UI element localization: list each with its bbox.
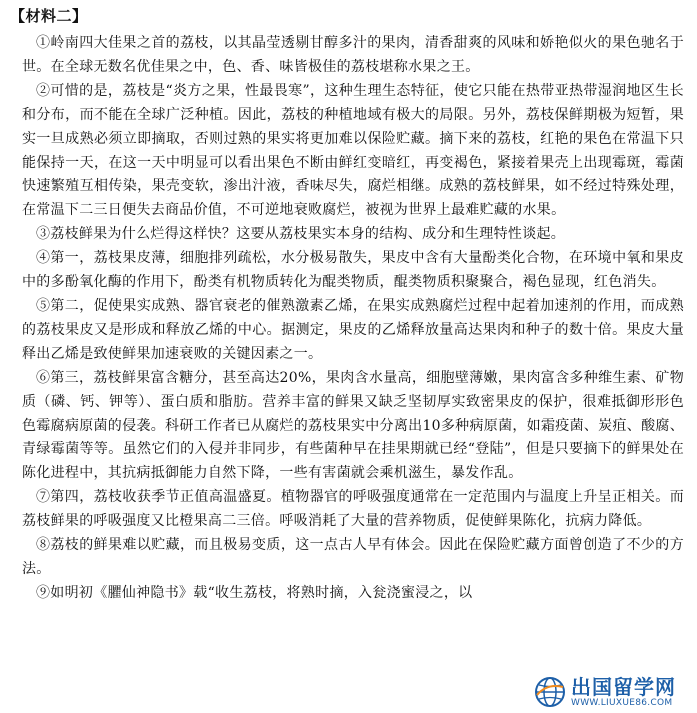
- watermark-site-url: WWW.LIUXUE86.COM: [571, 697, 673, 708]
- paragraph-9: ⑨如明初《臞仙神隐书》载“收生荔枝，将熟时摘，入瓮浇蜜浸之，以: [36, 584, 473, 601]
- site-watermark: [533, 675, 691, 709]
- watermark-site-name: 出国留学网: [571, 674, 676, 699]
- document-body: [22, 32, 684, 606]
- paragraph-2: ②可惜的是，荔枝是“炎方之果，性最畏寒”，这种生理生态特征，使它只能在热带亚热带湿润地区生长和分布，而不能在全球广泛种植。因此，荔枝的种植地域有极大的局限。另外，荔枝保鲜期极为短暂，果实一旦成熟必须立即摘取，否则过熟的果实将更加难以保险贮藏。摘下来的荔枝，红艳的果色在常温下只能保持一天，在这一天中明显可以看出果色不断由鲜红变暗红，再变褐色，紧接着果壳上出现霉斑，霉菌快速繁殖互相传染，果壳变软，渗出汁液，香味尽失，腐烂相继。成熟的荔枝鲜果，如不经过特殊处理，在常温下二三日便失去商品价值，不可逆地衰败腐烂，被视为世界上最难贮藏的水果。: [22, 82, 684, 219]
- paragraph-7: ⑦第四，荔枝收获季节正值高温盛夏。植物器官的呼吸强度通常在一定范围内与温度上升呈正相关。而荔枝鲜果的呼吸强度又比橙果高二三倍。呼吸消耗了大量的营养物质，促使鲜果陈化，抗病力降低。: [22, 489, 684, 530]
- material-heading: 【材料二】: [10, 7, 88, 25]
- paragraph-5: ⑤第二，促使果实成熟、器官衰老的催熟激素乙烯，在果实成熟腐烂过程中起着加速剂的作用，而成熟的荔枝果皮又是形成和释放乙烯的中心。据测定，果皮的乙烯释放量高达果肉和种子的数十倍。果皮大量释出乙烯是致使鲜果加速衰败的关键因素之一。: [22, 297, 684, 362]
- paragraph-6: ⑥第三，荔枝鲜果富含糖分，甚至高达20%，果肉含水量高，细胞壁薄嫩，果肉富含多种维生素、矿物质（磷、钙、钾等）、蛋白质和脂肪。营养丰富的鲜果又缺乏坚韧厚实致密果皮的保护，很难抵御形形色色霉腐病原菌的侵袭。科研工作者已从腐烂的荔枝果实中分离出10多种病原菌，如霜疫菌、炭疽、酸腐、青绿霉菌等等。虽然它们的入侵并非同步，有些菌种早在挂果期就已经“登陆”，但是只要摘下的鲜果处在陈化进程中，其抗病抵御能力自然下降，一些有害菌就会乘机滋生，暴发作乱。: [22, 369, 684, 482]
- paragraph-4: ④第一，荔枝果皮薄，细胞排列疏松，水分极易散失，果皮中含有大量酚类化合物，在环境中氧和果皮中的多酚氧化酶的作用下，酚类有机物质转化为醌类物质，醌类物质积聚聚合，褐色显现，红色消失。: [22, 250, 684, 291]
- paragraph-8: ⑧荔枝的鲜果难以贮藏，而且极易变质，这一点古人早有体会。因此在保险贮藏方面曾创造了不少的方法。: [22, 537, 684, 577]
- paragraph-3: ③荔枝鲜果为什么烂得这样快？这要从荔枝果实本身的结构、成分和生理特性谈起。: [36, 226, 566, 243]
- paragraph-1: ①岭南四大佳果之首的荔枝，以其晶莹透剔甘醇多汁的果肉，清香甜爽的风味和娇艳似火的果色驰名于世。在全球无数名优佳果之中，色、香、味皆极佳的荔枝堪称水果之王。: [22, 35, 684, 75]
- globe-logo-icon: [533, 675, 567, 709]
